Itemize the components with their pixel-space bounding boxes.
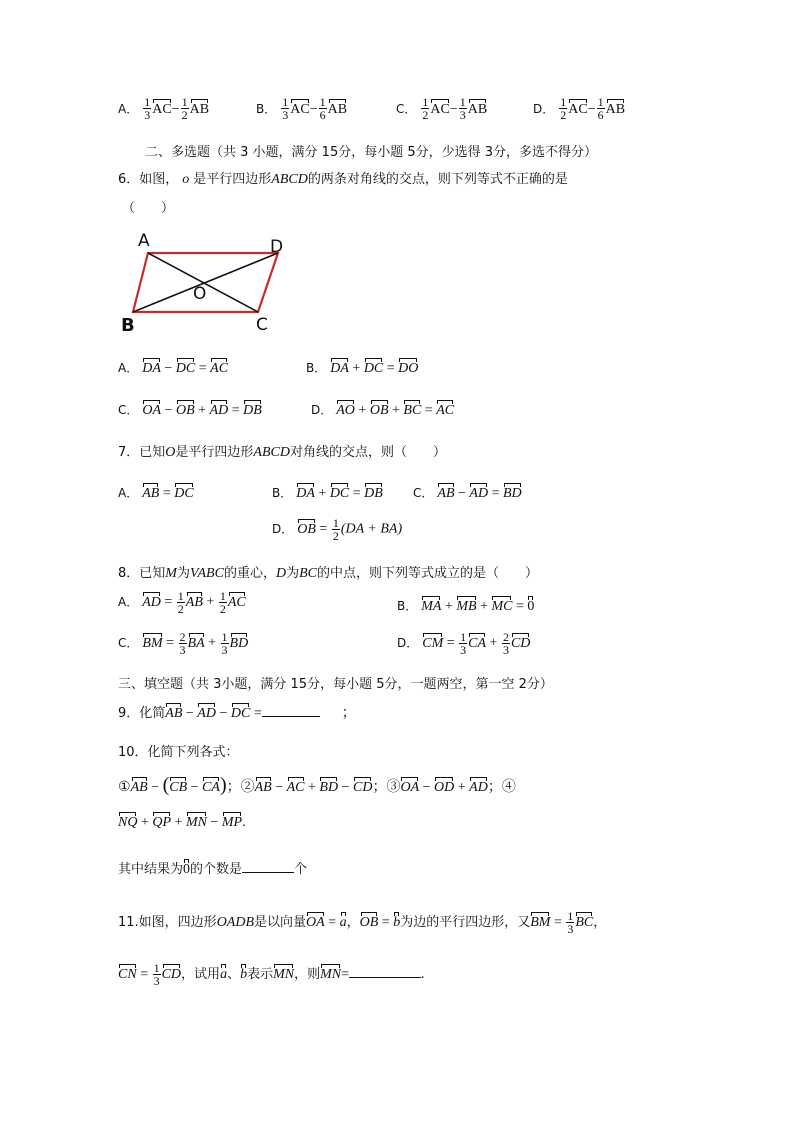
vertex-label-d: D bbox=[270, 237, 284, 257]
vertex-label-a: A bbox=[138, 231, 150, 251]
q6-parallelogram-figure bbox=[118, 226, 293, 338]
section3-title: 三、填空题（共 3小题，满分 15分，每小题 5分，一题两空，第一空 2分） bbox=[118, 677, 553, 692]
q6-option-c: C． OA − OB + AD = DB bbox=[118, 403, 262, 418]
q6-stem: 6．如图， o 是平行四边形ABCD的两条对角线的交点，则下列等式不正确的是 bbox=[118, 172, 568, 187]
q7-option-a: A． AB = DC bbox=[118, 486, 194, 501]
q5-option-b: B． $\frac{1}{3}$ AC− $\frac{1}{6}$ AB bbox=[256, 95, 348, 122]
q6-option-d: D． AO + OB + BC = AC bbox=[311, 403, 455, 418]
q10-answer-blank[interactable] bbox=[242, 860, 294, 873]
q5-option-a: A． $\frac{1}{3}$ AC− $\frac{1}{2}$ AB bbox=[118, 95, 210, 122]
q6-option-a: A． DA − DC = AC bbox=[118, 361, 229, 376]
q5-option-c: C． $\frac{1}{2}$ AC− $\frac{1}{3}$ AB bbox=[396, 95, 488, 122]
q10-expressions: ①AB − (CB − CA)；②AB − AC + BD − CD；③OA − OD + AD；④ bbox=[118, 774, 516, 796]
section2-title: 二、多选题（共 3 小题，满分 15分，每小题 5分，少选得 3分，多选不得分） bbox=[145, 145, 598, 160]
q8-option-d: D． CM = $\frac{1}{3}$ CA + $\frac{2}{3}$ CD bbox=[397, 630, 531, 657]
q7-option-b: B． DA + DC = DB bbox=[272, 486, 383, 501]
q7-option-c: C． AB − AD = BD bbox=[413, 486, 522, 501]
q11-stem-line2: CN = $\frac{1}{3}$ CD，试用a、b表示MN，则MN= . bbox=[118, 961, 425, 988]
q10-expression-4: NQ + QP + MN − MP. bbox=[118, 815, 246, 830]
q9-question: 9．化简AB − AD − DC = ； bbox=[118, 706, 356, 721]
vertex-label-b: B bbox=[121, 315, 135, 336]
q5-option-d: D． $\frac{1}{2}$ AC− $\frac{1}{6}$ AB bbox=[533, 95, 626, 122]
q8-option-c: C． BM = $\frac{2}{3}$ BA + $\frac{1}{3}$ BD bbox=[118, 630, 249, 657]
q10-title: 10．化简下列各式： bbox=[118, 745, 239, 760]
q6-answer-paren: （ ） bbox=[122, 201, 175, 216]
q9-answer-blank[interactable] bbox=[262, 704, 320, 717]
q8-stem: 8．已知M为VABC的重心，D为BC的中点，则下列等式成立的是（ ） bbox=[118, 566, 538, 581]
q7-option-d: D． OB = $\frac{1}{2}$ (DA + BA) bbox=[272, 516, 403, 543]
q10-result: 其中结果为0的个数是 个 bbox=[118, 862, 308, 877]
q6-option-b: B． DA + DC = DO bbox=[306, 361, 419, 376]
q8-option-b: B． MA + MB + MC = 0 bbox=[397, 599, 535, 614]
q8-option-a: A． AD = $\frac{1}{2}$ AB + $\frac{1}{2}$ AC bbox=[118, 589, 246, 616]
q11-answer-blank[interactable] bbox=[349, 965, 421, 978]
q11-stem-line1: 11.如图，四边形OADB是以向量OA = a，OB = b为边的平行四边形，又BM = $\frac{1}{3}$ BC， bbox=[118, 909, 607, 936]
vertex-label-c: C bbox=[256, 315, 268, 335]
center-label-o: O bbox=[193, 284, 207, 304]
q7-stem: 7．已知O是平行四边形ABCD对角线的交点，则（ ） bbox=[118, 445, 446, 460]
